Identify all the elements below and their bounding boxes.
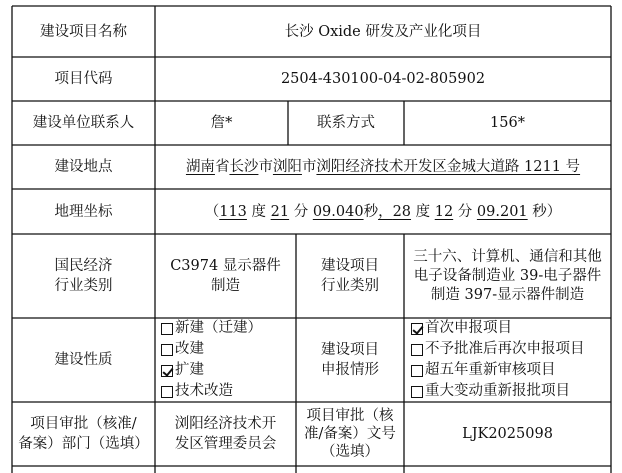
checkbox-icon[interactable] <box>161 323 173 335</box>
industry-type-value <box>404 234 611 318</box>
nature-option-label: 扩建 <box>175 362 204 378</box>
location-county-unit: 市 <box>301 159 317 175</box>
approval-doc-label-line1: 项目审批（核 <box>306 408 394 424</box>
coord-lat-min-unit: 分 <box>457 203 473 220</box>
nature-option-new[interactable] <box>161 318 262 339</box>
coord-lat-min: 12 <box>434 203 454 220</box>
coord-lat-sec-unit: 秒 <box>532 203 547 220</box>
industry-value <box>155 234 296 318</box>
nature-option-label: 改建 <box>175 341 204 357</box>
project-name-label: 建设项目名称 <box>40 23 127 40</box>
coord-lon-deg-unit: 度 <box>251 203 267 220</box>
checkbox-icon[interactable] <box>411 344 423 356</box>
industry-type-label-line1: 建设项目 <box>321 258 379 274</box>
declare-label <box>296 318 404 402</box>
approval-dept-label-line1: 项目审批（核准/ <box>30 416 137 432</box>
approval-dept-label-line2: 备案）部门（选填） <box>18 436 149 452</box>
contact-method-label: 联系方式 <box>317 115 375 131</box>
approval-doc-value: LJK2025098 <box>462 426 553 442</box>
nature-option-expand[interactable] <box>161 360 204 381</box>
nature-option-label: 新建（迁建） <box>175 320 262 336</box>
industry-label <box>12 234 155 318</box>
checkbox-checked-icon[interactable] <box>161 365 173 377</box>
coord-open: （ <box>204 203 220 220</box>
location-city: 长沙 <box>229 159 259 175</box>
nature-option-rebuild[interactable] <box>161 339 204 360</box>
declare-option-five-year[interactable] <box>411 360 556 381</box>
approval-dept-value-line1: 浏阳经济技术开 <box>174 416 277 432</box>
approval-doc-label-line3: （选填） <box>320 444 379 460</box>
declare-options <box>411 318 611 402</box>
coordinates-label: 地理坐标 <box>54 203 113 220</box>
location-county: 浏阳 <box>272 159 302 175</box>
industry-type-text: 三十六、计算机、通信和其他电子设备制造业 39-电子器件制造 397-显示器件制造 <box>413 248 602 303</box>
nature-label: 建设性质 <box>54 352 113 368</box>
location-city-unit: 市 <box>258 159 273 175</box>
location-address: 浏阳经济技术开发区金城大道路 1211 号 <box>316 159 581 175</box>
approval-doc-label-line2: 准/备案）文号 <box>304 426 396 442</box>
location-value <box>155 145 611 189</box>
declare-option-first[interactable] <box>411 318 512 339</box>
coord-lon-min-unit: 分 <box>293 203 309 220</box>
checkbox-icon[interactable] <box>411 365 423 377</box>
nature-option-label: 技术改造 <box>175 383 233 399</box>
coord-lon-deg: 113 <box>219 203 247 220</box>
approval-doc-label <box>296 402 404 466</box>
nature-option-upgrade[interactable] <box>161 381 233 402</box>
approval-dept-value-line2: 发区管理委员会 <box>174 436 277 452</box>
declare-option-label: 超五年重新审核项目 <box>425 362 556 378</box>
coord-close: ） <box>546 203 562 220</box>
industry-label-line1: 国民经济 <box>54 258 113 274</box>
contact-value: 詹* <box>210 115 233 131</box>
declare-label-line2: 申报情形 <box>321 362 379 378</box>
project-name-value: 长沙 Oxide 研发及产业化项目 <box>284 23 482 40</box>
declare-option-label: 不予批准后再次申报项目 <box>425 341 585 357</box>
checkbox-icon[interactable] <box>161 386 173 398</box>
checkbox-icon[interactable] <box>161 344 173 356</box>
industry-type-label-line2: 行业类别 <box>321 278 379 294</box>
industry-label-line2: 行业类别 <box>54 278 113 294</box>
nature-options <box>161 318 296 402</box>
location-label: 建设地点 <box>54 159 113 175</box>
coord-lon-sec: 09.040 <box>312 203 364 220</box>
industry-value-line1: C3974 显示器件 <box>170 258 281 274</box>
coordinates-value <box>155 189 611 234</box>
coord-lon-min: 21 <box>270 203 290 220</box>
declare-option-resubmit[interactable] <box>411 339 585 360</box>
declare-option-major-change[interactable] <box>411 381 570 402</box>
location-province: 湖南 <box>185 159 215 175</box>
coord-sep: ， <box>378 203 393 220</box>
checkbox-icon[interactable] <box>411 386 423 398</box>
approval-dept-label <box>12 402 155 466</box>
coord-lat-sec: 09.201 <box>476 203 528 220</box>
coord-lon-sec-unit: 秒 <box>363 203 379 220</box>
coord-lat-deg-unit: 度 <box>415 203 431 220</box>
industry-type-label <box>296 234 404 318</box>
coord-lat-deg: 28 <box>392 203 412 220</box>
declare-option-label: 首次申报项目 <box>425 320 512 336</box>
contact-label: 建设单位联系人 <box>32 115 135 131</box>
contact-method-value: 156* <box>490 115 525 131</box>
location-province-unit: 省 <box>214 159 230 175</box>
declare-label-line1: 建设项目 <box>321 342 379 358</box>
checkbox-checked-icon[interactable] <box>411 323 423 335</box>
project-code-value: 2504-430100-04-02-805902 <box>280 71 486 87</box>
project-code-label: 项目代码 <box>54 71 113 87</box>
declare-option-label: 重大变动重新报批项目 <box>425 383 570 399</box>
approval-dept-value <box>155 402 296 466</box>
industry-value-line2: 制造 <box>210 278 240 294</box>
